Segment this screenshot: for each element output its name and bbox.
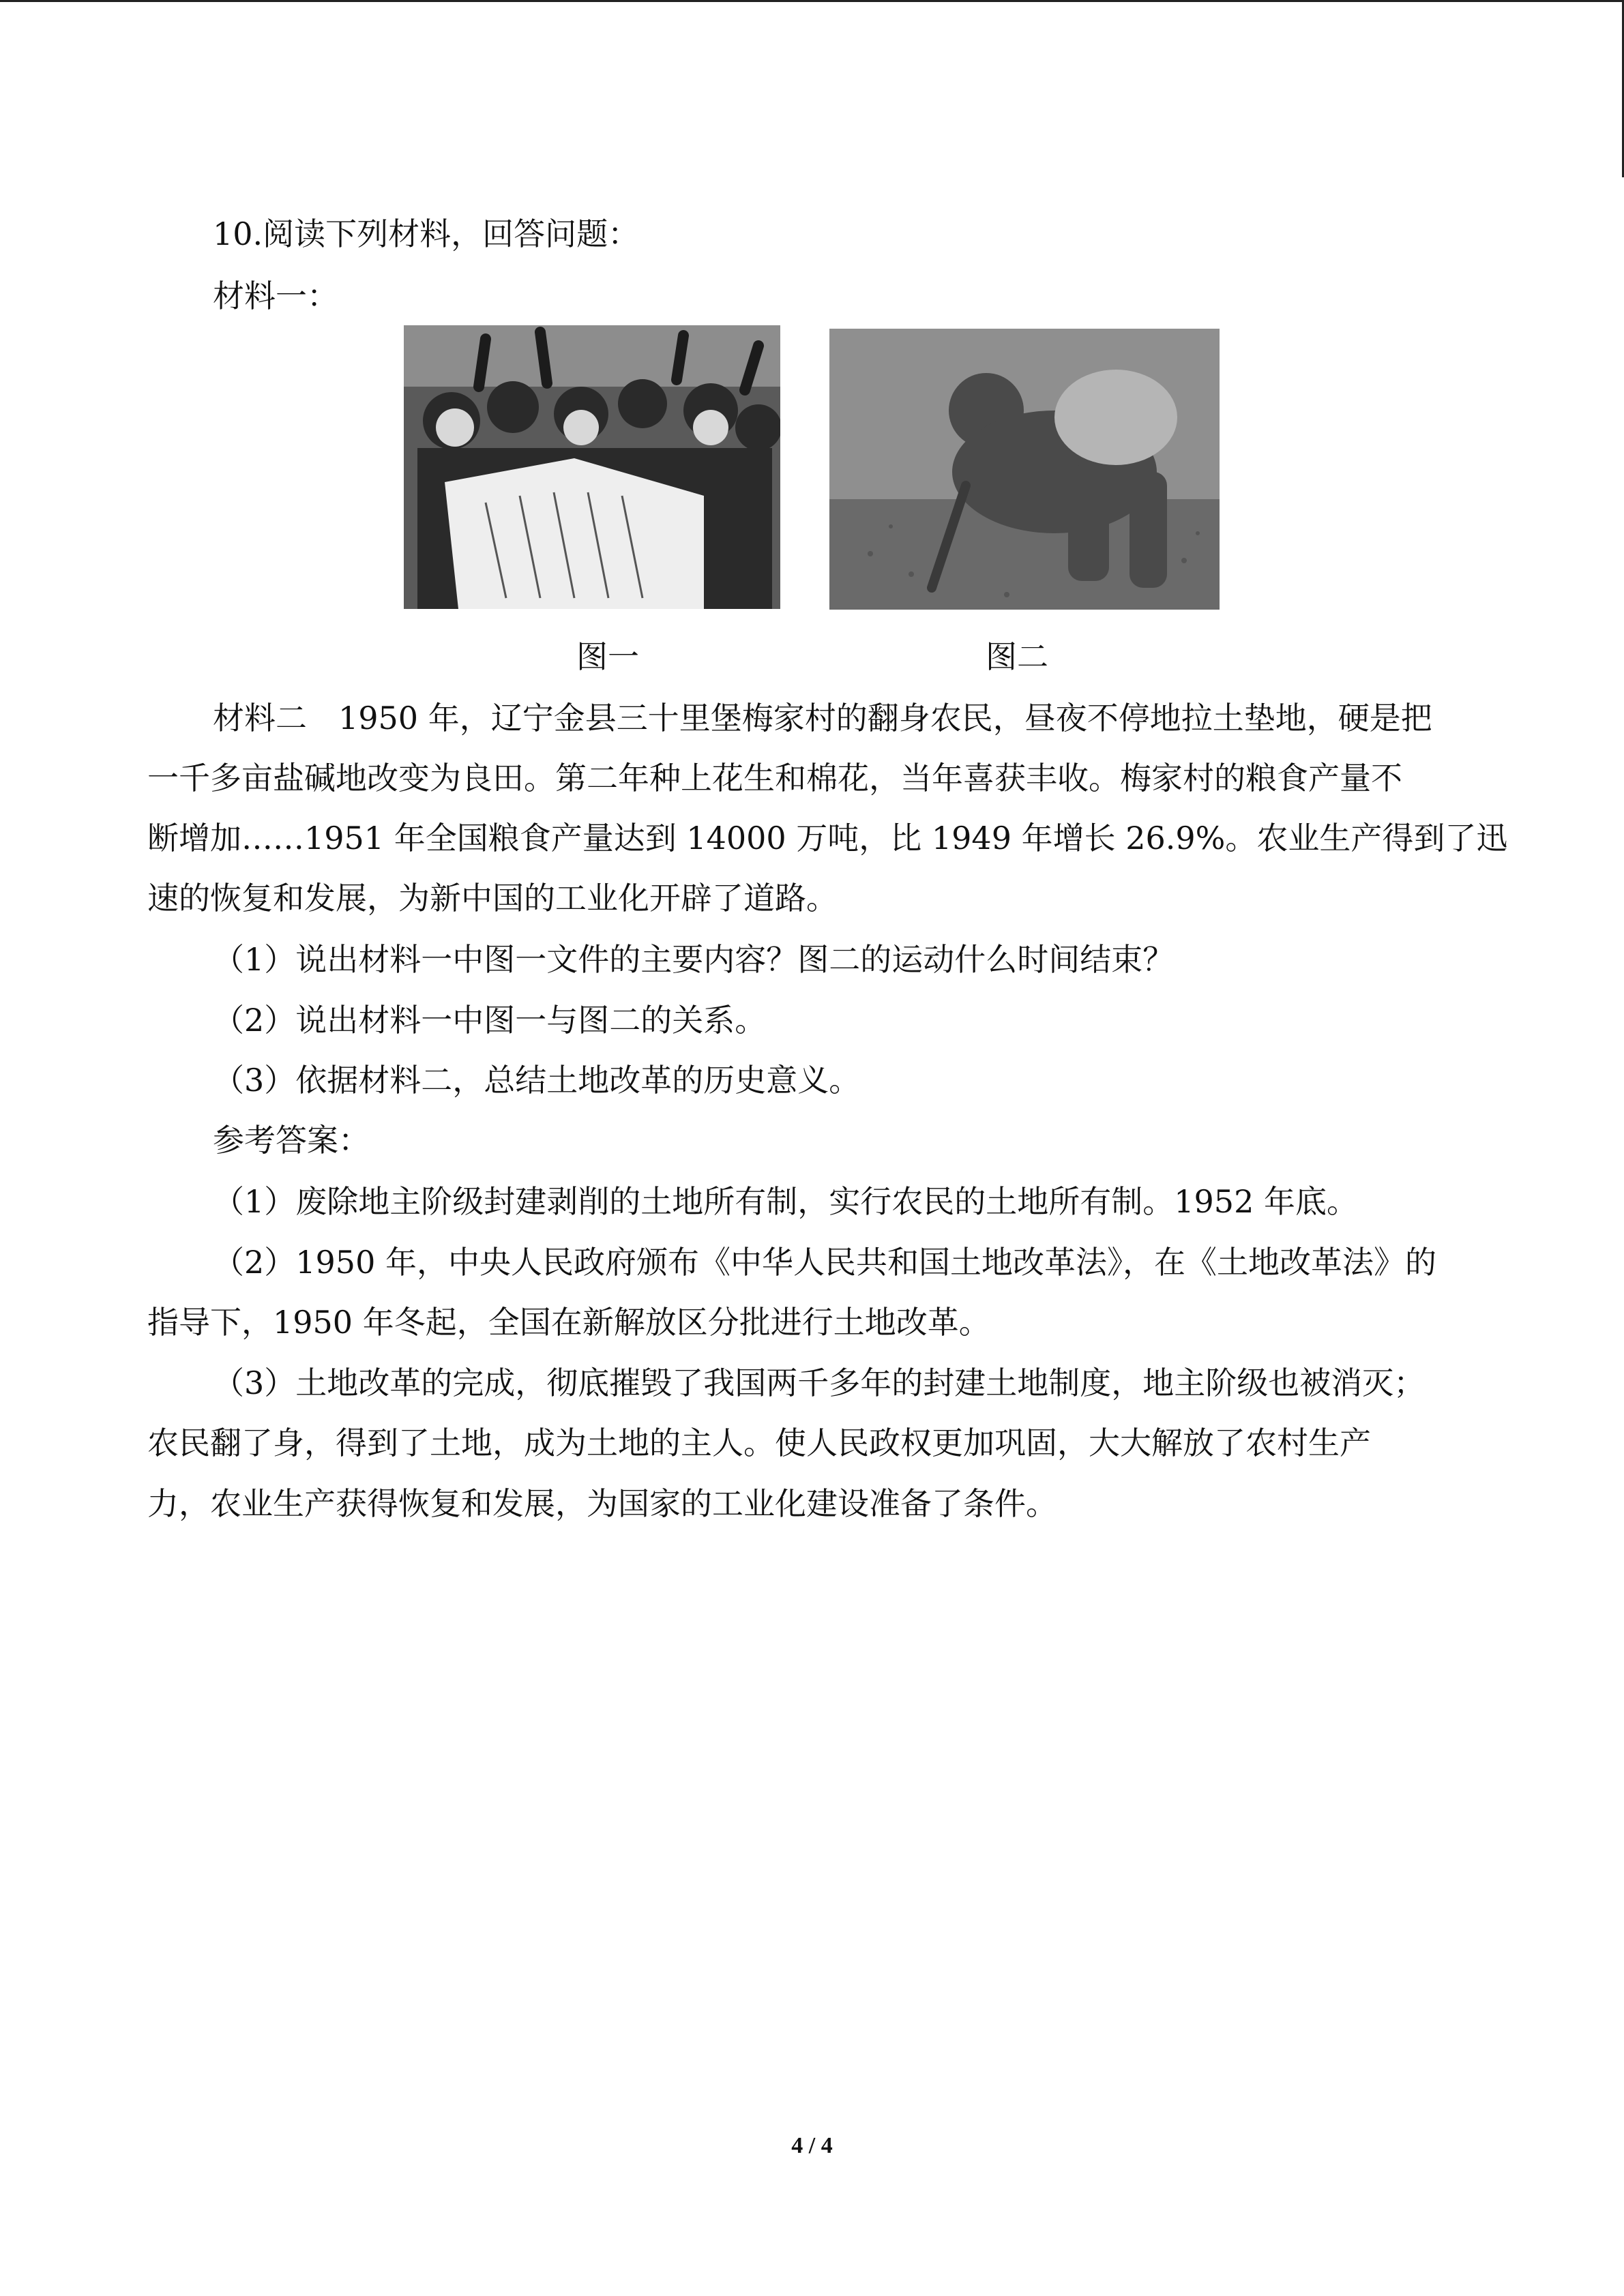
- figure-1-photo: [404, 325, 780, 609]
- material2-line-4: 速的恢复和发展，为新中国的工业化开辟了道路。: [147, 880, 838, 916]
- figure-2-photo: [829, 329, 1220, 610]
- answer-2-line-2: 指导下，1950 年冬起，全国在新解放区分批进行土地改革。: [147, 1304, 990, 1341]
- answer-3-line-1: （3）土地改革的完成，彻底摧毁了我国两千多年的封建土地制度，地主阶级也被消灭；: [213, 1365, 1426, 1401]
- sub-question-3: （3）依据材料二，总结土地改革的历史意义。: [213, 1062, 861, 1099]
- question-title: 10.阅读下列材料，回答问题：: [213, 215, 640, 252]
- answer-3-line-2: 农民翻了身，得到了土地，成为土地的主人。使人民政权更加巩固，大大解放了农村生产: [147, 1425, 1371, 1461]
- answer-3-line-3: 力，农业生产获得恢复和发展，为国家的工业化建设准备了条件。: [147, 1485, 1057, 1522]
- answer-label: 参考答案：: [213, 1122, 370, 1159]
- material2-line-1: 材料二 1950 年，辽宁金县三十里堡梅家村的翻身农民，昼夜不停地拉土垫地，硬是把: [213, 700, 1432, 736]
- figure-2-caption: 图二: [986, 638, 1048, 675]
- page-top-border: [0, 0, 1624, 2]
- figure-1-drawing: [404, 325, 780, 609]
- material2-line-2: 一千多亩盐碱地改变为良田。第二年种上花生和棉花，当年喜获丰收。梅家村的粮食产量不: [147, 760, 1402, 796]
- page-number: 4 / 4: [791, 2133, 833, 2158]
- sub-question-1: （1）说出材料一中图一文件的主要内容？图二的运动什么时间结束？: [213, 941, 1175, 978]
- answer-1: （1）废除地主阶级封建剥削的土地所有制，实行农民的土地所有制。1952 年底。: [213, 1183, 1358, 1220]
- figure-2-drawing: [829, 329, 1220, 610]
- figure-1-caption: 图一: [576, 638, 639, 675]
- material2-line-3: 断增加……1951 年全国粮食产量达到 14000 万吨，比 1949 年增长 26.9%。农业生产得到了迅: [147, 820, 1508, 856]
- sub-question-2: （2）说出材料一中图一与图二的关系。: [213, 1002, 767, 1039]
- material1-label: 材料一：: [213, 278, 338, 314]
- answer-2-line-1: （2）1950 年，中央人民政府颁布《中华人民共和国土地改革法》，在《土地改革法》的: [213, 1244, 1436, 1281]
